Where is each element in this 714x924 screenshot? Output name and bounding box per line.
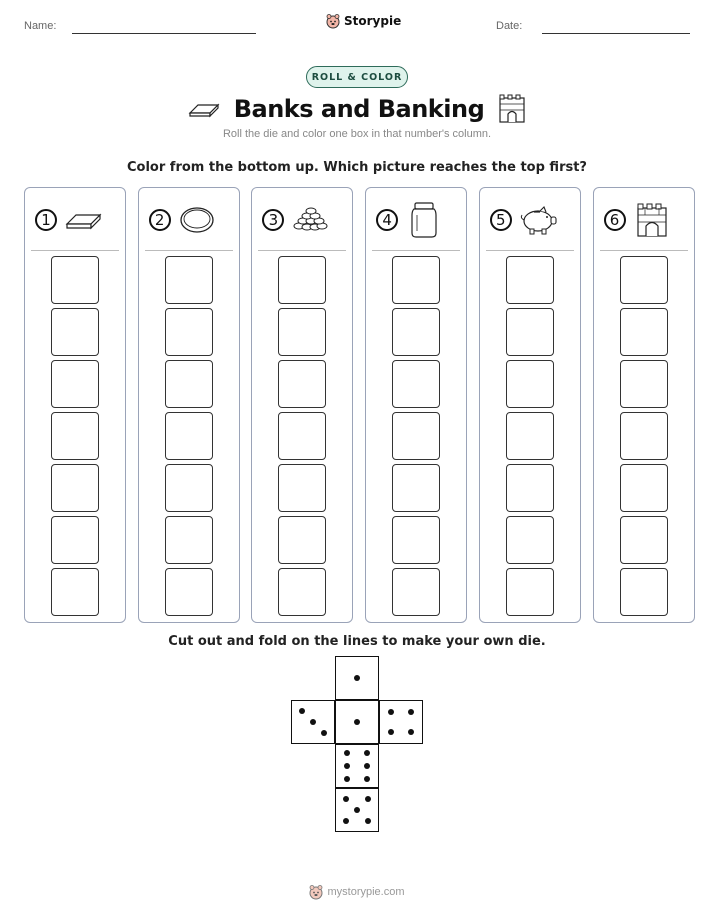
column-header	[604, 202, 686, 238]
piggy-bank-icon	[518, 202, 558, 238]
color-box[interactable]	[506, 360, 554, 408]
die-pip	[321, 730, 327, 736]
column-header	[262, 202, 344, 238]
die-pip	[343, 818, 349, 824]
column-number: 5	[490, 209, 512, 231]
die-face-right	[379, 700, 423, 744]
storypie-mascot-icon	[326, 13, 340, 29]
color-box[interactable]	[392, 516, 440, 564]
die-pip	[365, 818, 371, 824]
color-box[interactable]	[392, 412, 440, 460]
color-box[interactable]	[278, 516, 326, 564]
color-box[interactable]	[506, 308, 554, 356]
column-2	[138, 187, 240, 623]
coin-icon	[177, 202, 217, 238]
footer-url: mystorypie.com	[327, 886, 405, 898]
color-box[interactable]	[278, 568, 326, 616]
color-box[interactable]	[506, 464, 554, 512]
die-pip	[388, 729, 394, 735]
column-3	[251, 187, 353, 623]
die-pip	[365, 796, 371, 802]
color-box[interactable]	[392, 360, 440, 408]
column-1	[24, 187, 126, 623]
color-box[interactable]	[620, 360, 668, 408]
column-number: 4	[376, 209, 398, 231]
color-box[interactable]	[278, 308, 326, 356]
die-pip	[344, 776, 350, 782]
column-6	[593, 187, 695, 623]
name-line[interactable]	[72, 33, 256, 34]
brand-name: Storypie	[344, 14, 402, 28]
color-box[interactable]	[165, 256, 213, 304]
color-box[interactable]	[506, 412, 554, 460]
column-divider	[600, 250, 688, 251]
footer	[0, 884, 714, 900]
color-box[interactable]	[620, 412, 668, 460]
color-box[interactable]	[506, 516, 554, 564]
die-pip	[408, 729, 414, 735]
column-number: 3	[262, 209, 284, 231]
brand-logo	[326, 13, 401, 29]
color-box[interactable]	[165, 568, 213, 616]
die-pip	[344, 763, 350, 769]
jar-icon	[404, 202, 444, 238]
instruction-text: Color from the bottom up. Which picture reaches the top first?	[127, 160, 587, 175]
column-5	[479, 187, 581, 623]
column-4	[365, 187, 467, 623]
die-pip	[354, 719, 360, 725]
color-box[interactable]	[392, 256, 440, 304]
color-box[interactable]	[51, 256, 99, 304]
color-box[interactable]	[278, 464, 326, 512]
column-header	[35, 202, 117, 238]
color-box[interactable]	[278, 256, 326, 304]
die-pip	[408, 709, 414, 715]
color-box[interactable]	[392, 568, 440, 616]
color-box[interactable]	[278, 412, 326, 460]
color-box[interactable]	[620, 516, 668, 564]
page-title: Banks and Banking	[233, 95, 485, 123]
column-divider	[145, 250, 233, 251]
die-face-lower	[335, 744, 379, 788]
die-pip	[364, 750, 370, 756]
color-box[interactable]	[620, 256, 668, 304]
color-box[interactable]	[506, 256, 554, 304]
die-pip	[343, 796, 349, 802]
column-divider	[372, 250, 460, 251]
column-header	[490, 202, 572, 238]
gold-bar-icon	[188, 99, 220, 119]
die-face-center	[335, 700, 379, 744]
color-box[interactable]	[165, 412, 213, 460]
cut-instruction: Cut out and fold on the lines to make your own die.	[168, 634, 546, 649]
column-number: 2	[149, 209, 171, 231]
gold-bar-icon	[63, 202, 103, 238]
activity-badge: ROLL & COLOR	[306, 66, 408, 88]
color-box[interactable]	[51, 412, 99, 460]
column-divider	[31, 250, 119, 251]
date-label: Date:	[496, 20, 523, 32]
column-divider	[258, 250, 346, 251]
storypie-mascot-icon	[309, 884, 323, 900]
color-box[interactable]	[620, 568, 668, 616]
column-header	[376, 202, 458, 238]
color-box[interactable]	[165, 516, 213, 564]
bank-vault-icon	[498, 94, 526, 124]
name-label: Name:	[24, 20, 57, 32]
color-box[interactable]	[278, 360, 326, 408]
color-box[interactable]	[51, 360, 99, 408]
title-row	[0, 92, 714, 126]
die-face-left	[291, 700, 335, 744]
color-box[interactable]	[51, 516, 99, 564]
subtitle: Roll the die and color one box in that number's column.	[222, 128, 492, 140]
die-face-bottom	[335, 788, 379, 832]
column-number: 6	[604, 209, 626, 231]
color-box[interactable]	[620, 464, 668, 512]
color-box[interactable]	[51, 568, 99, 616]
date-line[interactable]	[542, 33, 690, 34]
color-box[interactable]	[506, 568, 554, 616]
color-box[interactable]	[51, 464, 99, 512]
die-pip	[354, 807, 360, 813]
color-box[interactable]	[392, 464, 440, 512]
die-pip	[299, 708, 305, 714]
die-pip	[364, 776, 370, 782]
die-pip	[364, 763, 370, 769]
die-pip	[354, 675, 360, 681]
color-box[interactable]	[392, 308, 440, 356]
color-box[interactable]	[620, 308, 668, 356]
color-box[interactable]	[165, 308, 213, 356]
column-header	[149, 202, 231, 238]
color-box[interactable]	[165, 360, 213, 408]
coin-pile-icon	[290, 202, 330, 238]
die-pip	[310, 719, 316, 725]
columns-area	[24, 187, 690, 624]
die-face-top	[335, 656, 379, 700]
die-pip	[388, 709, 394, 715]
column-divider	[486, 250, 574, 251]
die-pip	[344, 750, 350, 756]
column-number: 1	[35, 209, 57, 231]
color-box[interactable]	[51, 308, 99, 356]
color-box[interactable]	[165, 464, 213, 512]
bank-vault-icon	[632, 202, 672, 238]
